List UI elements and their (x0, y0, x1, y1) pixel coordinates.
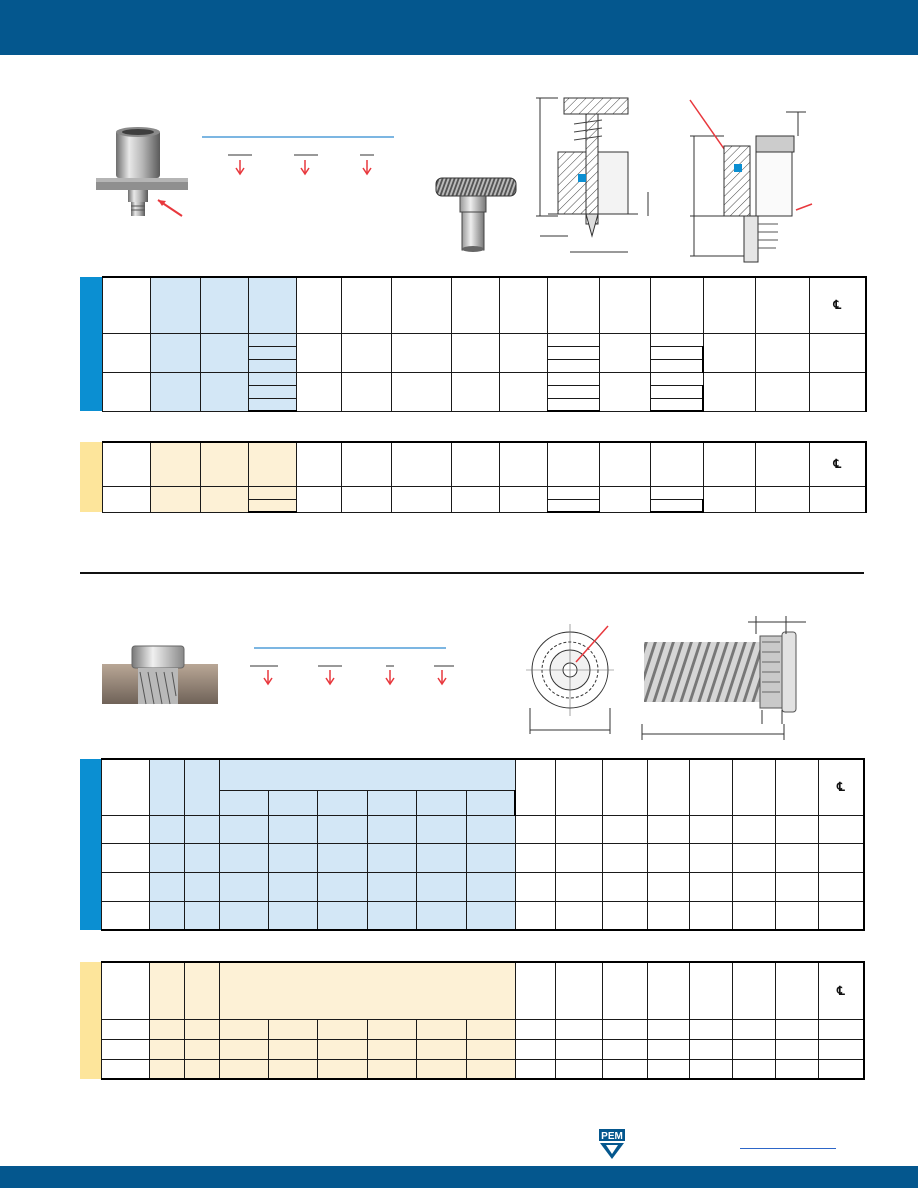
spec-table-1 (80, 276, 867, 412)
cross-section-drawing-2 (680, 96, 820, 268)
footer-band (0, 1166, 918, 1188)
screw-head-drawing (432, 172, 522, 254)
product-photo-panel-fastener (94, 124, 194, 236)
arrow-down-icon (264, 670, 446, 684)
table-side-bar (80, 759, 101, 930)
centerline-symbol: ℄ (818, 759, 864, 815)
part-number-callout (200, 130, 400, 180)
footer-link[interactable] (740, 1138, 836, 1149)
arrow-down-icon (236, 160, 371, 174)
logo-text: PEM (601, 1131, 623, 1142)
part-number-callout-2 (248, 644, 460, 688)
centerline-symbol: ℄ (809, 277, 866, 333)
section-divider (80, 572, 864, 574)
cross-section-drawing-1 (528, 88, 668, 260)
centerline-symbol: ℄ (809, 442, 866, 486)
product-photo-self-clinching-stud (100, 636, 220, 708)
spec-table-2 (80, 441, 867, 513)
table-side-bar (80, 962, 101, 1079)
centerline-symbol: ℄ (818, 962, 864, 1019)
side-view-stud-drawing (636, 614, 806, 744)
spec-table-3 (80, 758, 865, 931)
table-side-bar (80, 442, 102, 512)
header-band (0, 0, 918, 55)
pem-logo-icon (598, 1128, 626, 1160)
table-side-bar (80, 277, 102, 411)
spec-table-4 (80, 961, 865, 1080)
end-view-drawing (524, 618, 616, 740)
